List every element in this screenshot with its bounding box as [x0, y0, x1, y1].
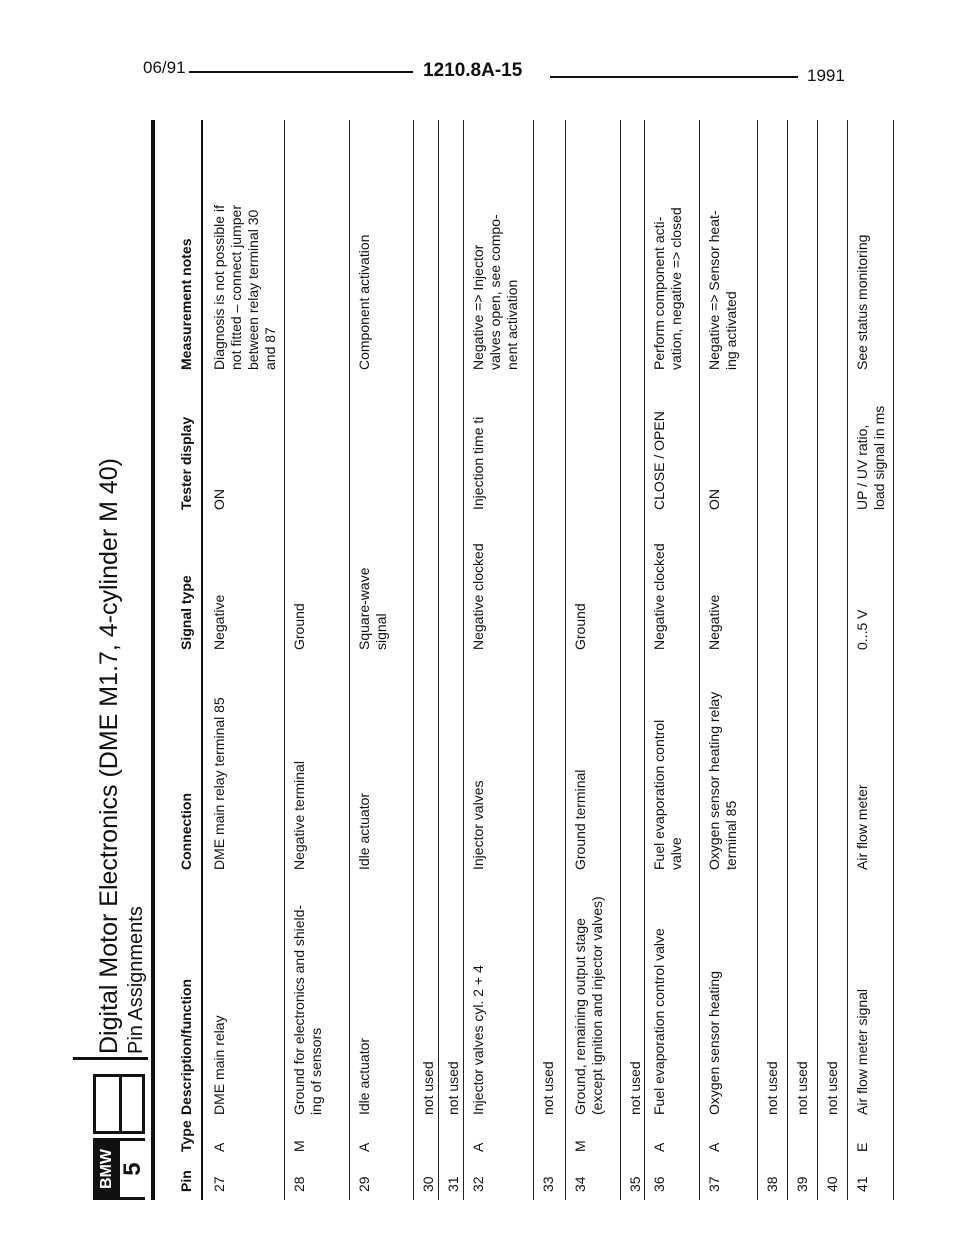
title-rule: [73, 1057, 148, 1060]
table-row: [414, 120, 439, 1200]
description-cell: [540, 1061, 557, 1115]
type-cell: A: [706, 1142, 722, 1152]
cell-line: Injector valves cyl. 2 + 4: [470, 965, 486, 1115]
measurement-notes-cell: [211, 205, 279, 370]
cell-line: vation, negative => closed: [668, 207, 684, 370]
cell-line: Injector valves: [470, 780, 486, 870]
connection-cell: [572, 770, 589, 870]
cell-line: DME main relay: [211, 1015, 227, 1115]
pin-cell: 30: [420, 1176, 436, 1192]
measurement-notes-cell: [706, 210, 740, 370]
cell-line: Ground for electronics and shield-: [291, 904, 307, 1115]
pin-cell: 31: [445, 1176, 461, 1192]
cell-line: Injection time ti: [470, 416, 486, 510]
header-code: 1210.8A-15: [420, 60, 525, 82]
signal-type-header: Signal type: [178, 575, 194, 650]
pin-cell: 36: [651, 1176, 667, 1192]
pin-cell: 29: [356, 1176, 372, 1192]
page-rule: [151, 120, 155, 1200]
signal-type-cell: [651, 543, 668, 650]
measurement-notes-cell: [651, 207, 685, 370]
measurement-notes-cell: [854, 235, 871, 370]
cell-line: Negative: [211, 594, 227, 650]
table-row: [788, 120, 818, 1200]
header-date: 06/91: [140, 58, 189, 78]
cell-line: Air flow meter: [854, 784, 870, 870]
pin-cell: 35: [627, 1176, 643, 1192]
header-rule: [201, 120, 203, 1200]
type-cell: E: [854, 1142, 870, 1152]
signal-type-cell: [470, 543, 487, 650]
type-cell: A: [211, 1142, 227, 1152]
header-year: 1991: [804, 66, 848, 86]
cell-line: Ground terminal: [572, 769, 588, 870]
type-cell: M: [291, 1140, 307, 1152]
cell-line: Negative => Sensor heat-: [706, 210, 722, 370]
description-cell: [445, 1061, 462, 1115]
type-cell: M: [572, 1140, 588, 1152]
cell-line: Idle actuator: [356, 1037, 372, 1115]
cell-line: terminal 85: [723, 800, 739, 870]
logo-box-blank: [93, 1074, 145, 1134]
pin-header: Pin: [178, 1170, 194, 1192]
tester-display-cell: [651, 411, 668, 510]
cell-line: Negative => Injector: [470, 244, 486, 370]
pin-cell: 38: [764, 1176, 780, 1192]
cell-line: CLOSE / OPEN: [651, 411, 667, 510]
cell-line: ing of sensors: [308, 1027, 324, 1115]
rotated-content: [93, 120, 887, 1200]
cell-line: Oxygen sensor heating: [706, 971, 722, 1115]
connection-cell: [356, 793, 373, 870]
table-row: [818, 120, 848, 1200]
table-row: [700, 120, 758, 1200]
description-cell: [706, 971, 723, 1115]
table-row: [645, 120, 700, 1200]
cell-line: 0...5 V: [854, 609, 870, 650]
header-rule-left: [185, 71, 413, 73]
cell-line: not used: [627, 1061, 643, 1115]
type-cell: A: [356, 1142, 372, 1152]
signal-type-cell: [854, 610, 871, 650]
description-cell: [824, 1061, 841, 1115]
cell-line: ing activated: [723, 291, 739, 370]
tester-display-header: Tester display: [178, 416, 194, 510]
connection-cell: [291, 761, 308, 870]
description-cell: [764, 1061, 781, 1115]
pin-cell: 32: [470, 1176, 486, 1192]
table-row: [350, 120, 414, 1200]
cell-line: and 87: [262, 327, 278, 370]
cell-line: Fuel evaporation control valve: [651, 928, 667, 1115]
cell-line: Fuel evaporation control: [651, 719, 667, 870]
type-header: Type: [178, 1120, 194, 1152]
cell-line: Idle actuator: [356, 792, 372, 870]
logo-brand: BMW: [96, 1141, 118, 1197]
description-cell: [211, 1015, 228, 1115]
connection-header: Connection: [178, 793, 194, 870]
pin-cell: 28: [291, 1176, 307, 1192]
cell-line: Ground, remaining output stage: [572, 918, 588, 1115]
cell-line: Negative: [706, 594, 722, 650]
table-row: [205, 120, 285, 1200]
table-row: [621, 120, 645, 1200]
tester-display-cell: [706, 489, 723, 510]
cell-line: Square-wave: [356, 567, 372, 650]
page-subtitle: Pin Assignments: [125, 906, 147, 1054]
cell-line: Negative terminal: [291, 761, 307, 870]
cell-line: not used: [540, 1061, 556, 1115]
connection-cell: [706, 692, 740, 870]
tester-display-cell: [211, 489, 228, 510]
cell-line: DME main relay terminal 85: [211, 697, 227, 870]
cell-line: Ground: [572, 603, 588, 650]
description-header: Description/function: [178, 978, 194, 1115]
header-rule-right: [550, 76, 798, 78]
description-cell: [356, 1038, 373, 1115]
description-cell: [420, 1061, 437, 1115]
cell-line: Air flow meter signal: [854, 988, 870, 1115]
cell-line: ON: [211, 489, 227, 510]
cell-line: signal: [373, 613, 389, 650]
cell-line: (except ignition and injector valves): [589, 896, 605, 1115]
table-row: [758, 120, 788, 1200]
cell-line: not fitted – connect jumper: [228, 205, 244, 370]
cell-line: not used: [794, 1061, 810, 1115]
pin-cell: 27: [211, 1176, 227, 1192]
page-header: [140, 58, 850, 98]
pin-cell: 39: [794, 1176, 810, 1192]
cell-line: Oxygen sensor heating relay: [706, 691, 722, 870]
cell-line: load signal in ms: [871, 405, 887, 510]
description-cell: [627, 1061, 644, 1115]
tester-display-cell: [470, 417, 487, 510]
description-cell: [794, 1061, 811, 1115]
connection-cell: [470, 781, 487, 870]
page-title: Digital Motor Electronics (DME M1.7, 4-cylinder M 40): [95, 458, 123, 1054]
cell-line: UP / UV ratio,: [854, 424, 870, 510]
cell-line: ON: [706, 489, 722, 510]
description-cell: [572, 896, 606, 1115]
signal-type-cell: [572, 603, 589, 650]
cell-line: Negative clocked: [470, 543, 486, 650]
cell-line: valve: [668, 837, 684, 870]
pin-cell: 40: [824, 1176, 840, 1192]
description-cell: [651, 928, 668, 1115]
signal-type-cell: [356, 568, 390, 651]
pin-cell: 33: [540, 1176, 556, 1192]
tester-display-cell: [854, 406, 888, 510]
table-row: [464, 120, 534, 1200]
description-cell: [470, 965, 487, 1115]
logo-series: 5: [118, 1141, 146, 1197]
description-cell: [854, 989, 871, 1115]
measurement-notes-cell: [356, 235, 373, 370]
type-cell: A: [651, 1142, 667, 1152]
row-divider: [893, 120, 895, 1200]
table-row: [848, 120, 894, 1200]
bmw-logo: [93, 1138, 145, 1200]
cell-line: See status monitoring: [854, 234, 870, 370]
cell-line: not used: [420, 1061, 436, 1115]
connection-cell: [854, 784, 871, 870]
cell-line: between relay terminal 30: [245, 209, 261, 370]
table-row: [534, 120, 566, 1200]
table-row: [566, 120, 621, 1200]
cell-line: Component activation: [356, 234, 372, 370]
table-row: [439, 120, 464, 1200]
cell-line: Negative clocked: [651, 543, 667, 650]
cell-line: not used: [824, 1061, 840, 1115]
type-cell: A: [470, 1142, 486, 1152]
measurement-notes-cell: [470, 214, 521, 370]
measurement-notes-header: Measurement notes: [178, 238, 194, 370]
signal-type-cell: [211, 595, 228, 650]
pin-cell: 34: [572, 1176, 588, 1192]
cell-line: Diagnosis is not possible if: [211, 205, 227, 370]
connection-cell: [211, 697, 228, 870]
connection-cell: [651, 720, 685, 870]
cell-line: not used: [445, 1061, 461, 1115]
cell-line: not used: [764, 1061, 780, 1115]
table-row: [285, 120, 350, 1200]
signal-type-cell: [706, 595, 723, 650]
pin-cell: 37: [706, 1176, 722, 1192]
cell-line: valves open, see compo-: [487, 214, 503, 370]
description-cell: [291, 905, 325, 1115]
cell-line: Ground: [291, 603, 307, 650]
pin-cell: 41: [854, 1176, 870, 1192]
cell-line: Perform component acti-: [651, 216, 667, 370]
cell-line: nent activation: [504, 279, 520, 370]
signal-type-cell: [291, 603, 308, 650]
